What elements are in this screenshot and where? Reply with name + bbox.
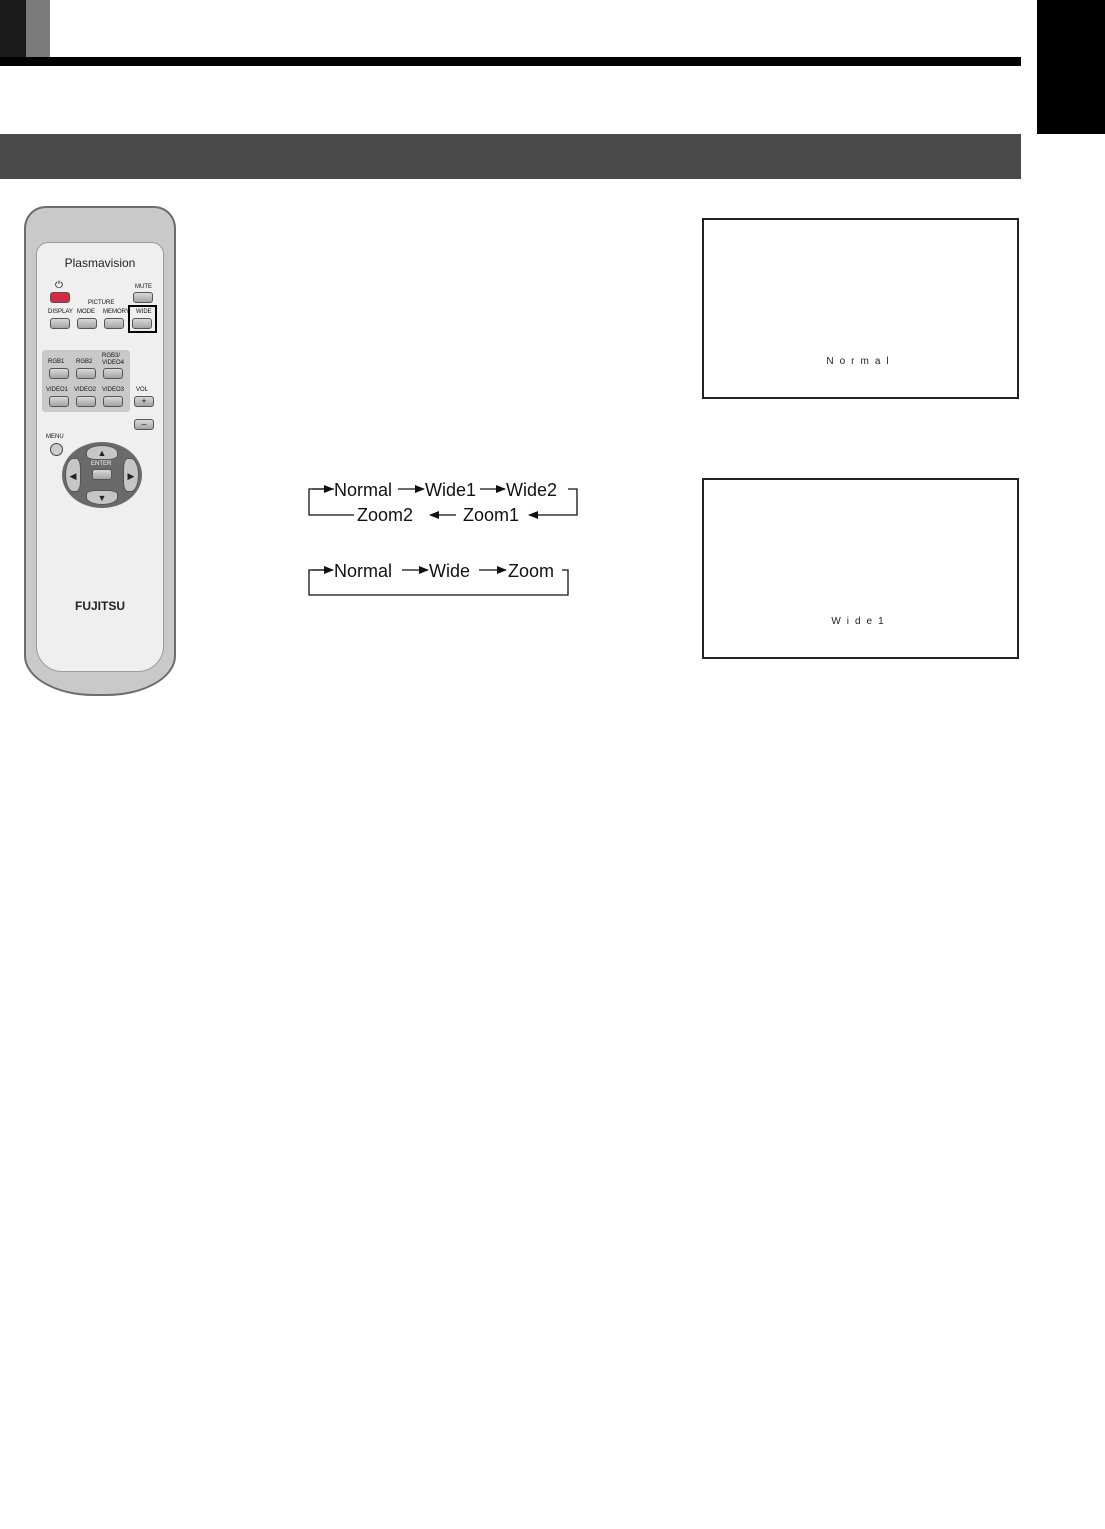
vol-down-button[interactable]: – (134, 419, 154, 430)
rgb1-label: RGB1 (48, 359, 65, 365)
rgb2-label: RGB2 (76, 359, 93, 365)
remote-maker-logo: FUJITSU (74, 599, 125, 613)
seq2-zoom: Zoom (508, 561, 555, 581)
seq2-wide: Wide (429, 561, 471, 581)
vol-label: VOL (136, 387, 149, 393)
enter-label: ENTER (91, 461, 112, 467)
left-arrow-button[interactable]: ◀ (65, 458, 81, 492)
picture-label: PICTURE (88, 300, 115, 306)
screen-wide1 (702, 478, 1019, 659)
display-label: DISPLAY (48, 309, 73, 315)
wide-label: WIDE (136, 309, 152, 315)
menu-label: MENU (46, 434, 64, 440)
down-arrow-button[interactable]: ▼ (86, 490, 118, 505)
seq1-wide1: Wide1 (425, 480, 477, 500)
seq1-zoom2: Zoom2 (357, 505, 414, 525)
mode-label: MODE (77, 309, 95, 315)
up-arrow-button[interactable]: ▲ (86, 445, 118, 460)
remote-brand: Plasmavision (64, 256, 136, 270)
right-arrow-button[interactable]: ▶ (123, 458, 139, 492)
rgb3-video4-label: RGB3/ VIDEO4 (102, 353, 125, 366)
seq1-zoom1: Zoom1 (463, 505, 520, 525)
mute-label: MUTE (135, 284, 152, 290)
screen-wide1-label: Wide1 (831, 616, 890, 627)
power-icon: ⏻ (55, 280, 63, 291)
seq2-normal: Normal (334, 561, 393, 581)
video1-label: VIDEO1 (46, 387, 69, 393)
screen-normal (702, 218, 1019, 399)
seq1-wide2: Wide2 (506, 480, 558, 500)
video2-label: VIDEO2 (74, 387, 97, 393)
memory-label: MEMORY (103, 309, 130, 315)
video3-label: VIDEO3 (102, 387, 125, 393)
seq1-normal: Normal (334, 480, 393, 500)
vol-up-button[interactable]: + (134, 396, 154, 407)
screen-normal-label: Normal (826, 356, 895, 367)
